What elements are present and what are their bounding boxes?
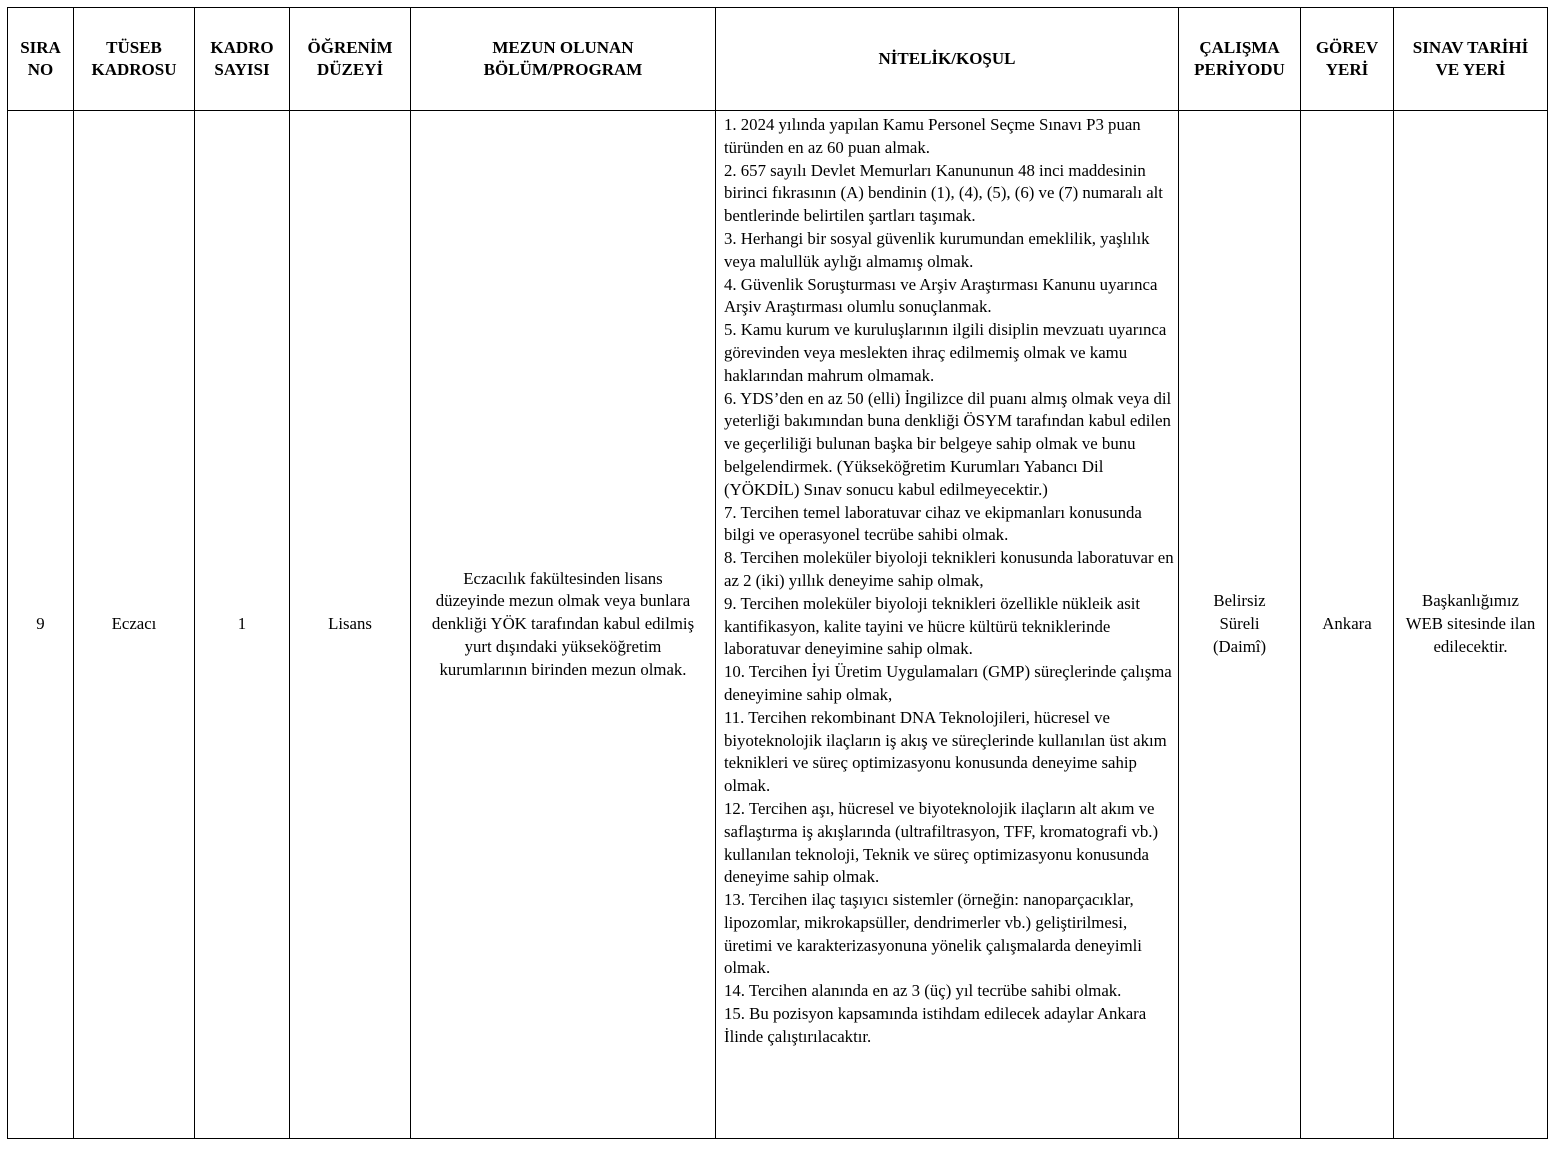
condition-item: 14. Tercihen alanında en az 3 (üç) yıl tecrübe sahibi olmak. (724, 981, 1122, 1001)
cell-sinav (1394, 111, 1548, 1139)
header-row (8, 8, 1548, 111)
cell-gorev-yeri: Ankara (1301, 111, 1394, 1139)
cell-sira-no: 9 (8, 111, 74, 1139)
condition-item: 3. Herhangi bir sosyal güvenlik kurumundan emeklilik, yaşlılık veya malullük aylığı almamış olmak. (724, 228, 1150, 271)
cell-kadro: Eczacı (74, 111, 195, 1139)
sinav-text: Başkanlığımız WEB sitesinde ilan edilecektir. (1405, 591, 1536, 656)
condition-item: 11. Tercihen rekombinant DNA Teknolojileri, hücresel ve biyoteknolojik ilaçların iş akış ve süreçlerinde kullanılan üst akım teknikleri ve süreç optimizasyonu konusunda deneyime sahip olmak. (724, 707, 1167, 796)
header-tuseb-kadrosu: TÜSEB KADROSU (74, 8, 195, 111)
header-mezun-bolum (411, 8, 716, 111)
condition-item: 7. Tercihen temel laboratuvar cihaz ve ekipmanları konusunda bilgi ve operasyonel tecrübe sahibi olmak. (724, 502, 1142, 545)
condition-item: 4. Güvenlik Soruşturması ve Arşiv Araştırması Kanunu uyarınca Arşiv Araştırması olumlu sonuçlanmak. (724, 274, 1158, 317)
condition-item: 15. Bu pozisyon kapsamında istihdam edilecek adaylar Ankara İlinde çalıştırılacaktır. (724, 1004, 1147, 1046)
condition-item: 13. Tercihen ilaç taşıyıcı sistemler (örneğin: nanoparçacıklar, lipozomlar, mikrokapsüller, dendrimerler vb.) geliştirilmesi, üretimi ve karakterizasyonuna yönelik çalışmalarda deneyimli olmak. (724, 890, 1142, 978)
condition-item: 1. 2024 yılında yapılan Kamu Personel Seçme Sınavı P3 puan türünden en az 60 puan almak. (724, 115, 1141, 157)
header-calisma-periyodu: ÇALIŞMA PERİYODU (1179, 8, 1301, 111)
header-kadro-sayisi: KADRO SAYISI (195, 8, 290, 111)
condition-item: 5. Kamu kurum ve kuruluşlarının ilgili disiplin mevzuatı uyarınca görevinden veya meslekten ihraç edilmemiş olmak ve kamu haklarından mahrum olmamak. (724, 320, 1167, 385)
condition-item: 12. Tercihen aşı, hücresel ve biyoteknolojik ilaçların alt akım ve saflaştırma iş akışlarında (ultrafiltrasyon, TFF, kromatografi vb.) kullanılan teknoloji, Teknik ve süreç optimizasyonu konusunda deneyime sahip olmak. (724, 798, 1159, 887)
cell-ogrenim: Lisans (290, 111, 411, 1139)
cell-calisma-periyodu (1179, 111, 1301, 1139)
condition-item: 6. YDS’den en az 50 (elli) İngilizce dil puanı almış olmak veya dil yeterliği bakımından buna denkliği ÖSYM tarafından kabul edilen ve geçerliliği bulunan başka bir belgeye sahip olmak ve bunu belgelendirmek. (Yükseköğretim Kurumları Yabancı Dil (YÖKDİL) Sınav sonucu kabul edilmeyecektir.) (724, 388, 1172, 499)
header-ogrenim-duzeyi: ÖĞRENİM DÜZEYİ (290, 8, 411, 111)
condition-item: 2. 657 sayılı Devlet Memurları Kanununun 48 inci maddesinin birinci fıkrasının (A) bendinin (1), (4), (5), (6) ve (7) numaralı alt bentlerinde belirtilen şartları taşımak. (724, 160, 1163, 226)
cell-conditions (716, 111, 1179, 1139)
cell-mezun-bolum (411, 111, 716, 1139)
condition-item: 9. Tercihen moleküler biyoloji teknikleri özellikle nükleik asit kantifikasyon, kalite tayini ve hücre kültürü tekniklerinde laboratuvar deneyimine sahip olmak. (724, 593, 1141, 659)
header-sinav-tarihi-text: SINAV TARİHİ VE YERİ (1412, 38, 1529, 79)
calisma-periyodu-text: Belirsiz Süreli (Daimî) (1212, 591, 1267, 656)
table-row (8, 111, 1548, 1139)
condition-item: 8. Tercihen moleküler biyoloji teknikleri konusunda laboratuvar en az 2 (iki) yıllık deneyime sahip olmak, (724, 548, 1174, 590)
header-nitelik-kosul: NİTELİK/KOŞUL (716, 8, 1179, 111)
header-gorev-yeri: GÖREV YERİ (1301, 8, 1394, 111)
cell-kadro-sayisi: 1 (195, 111, 290, 1139)
header-sira-no: SIRA NO (8, 8, 74, 111)
header-sinav-tarihi (1394, 8, 1548, 111)
mezun-bolum-text: Eczacılık fakültesinden lisans düzeyinde mezun olmak veya bunlara denkliği YÖK tarafından kabul edilmiş yurt dışındaki yükseköğretim kurumlarının birinden mezun olmak. (431, 568, 695, 679)
job-listing-table (7, 7, 1548, 1139)
condition-item: 10. Tercihen İyi Üretim Uygulamaları (GMP) süreçlerinde çalışma deneyimine sahip olmak, (724, 662, 1172, 704)
header-mezun-bolum-text: MEZUN OLUNAN BÖLÜM/PROGRAM (483, 38, 643, 79)
